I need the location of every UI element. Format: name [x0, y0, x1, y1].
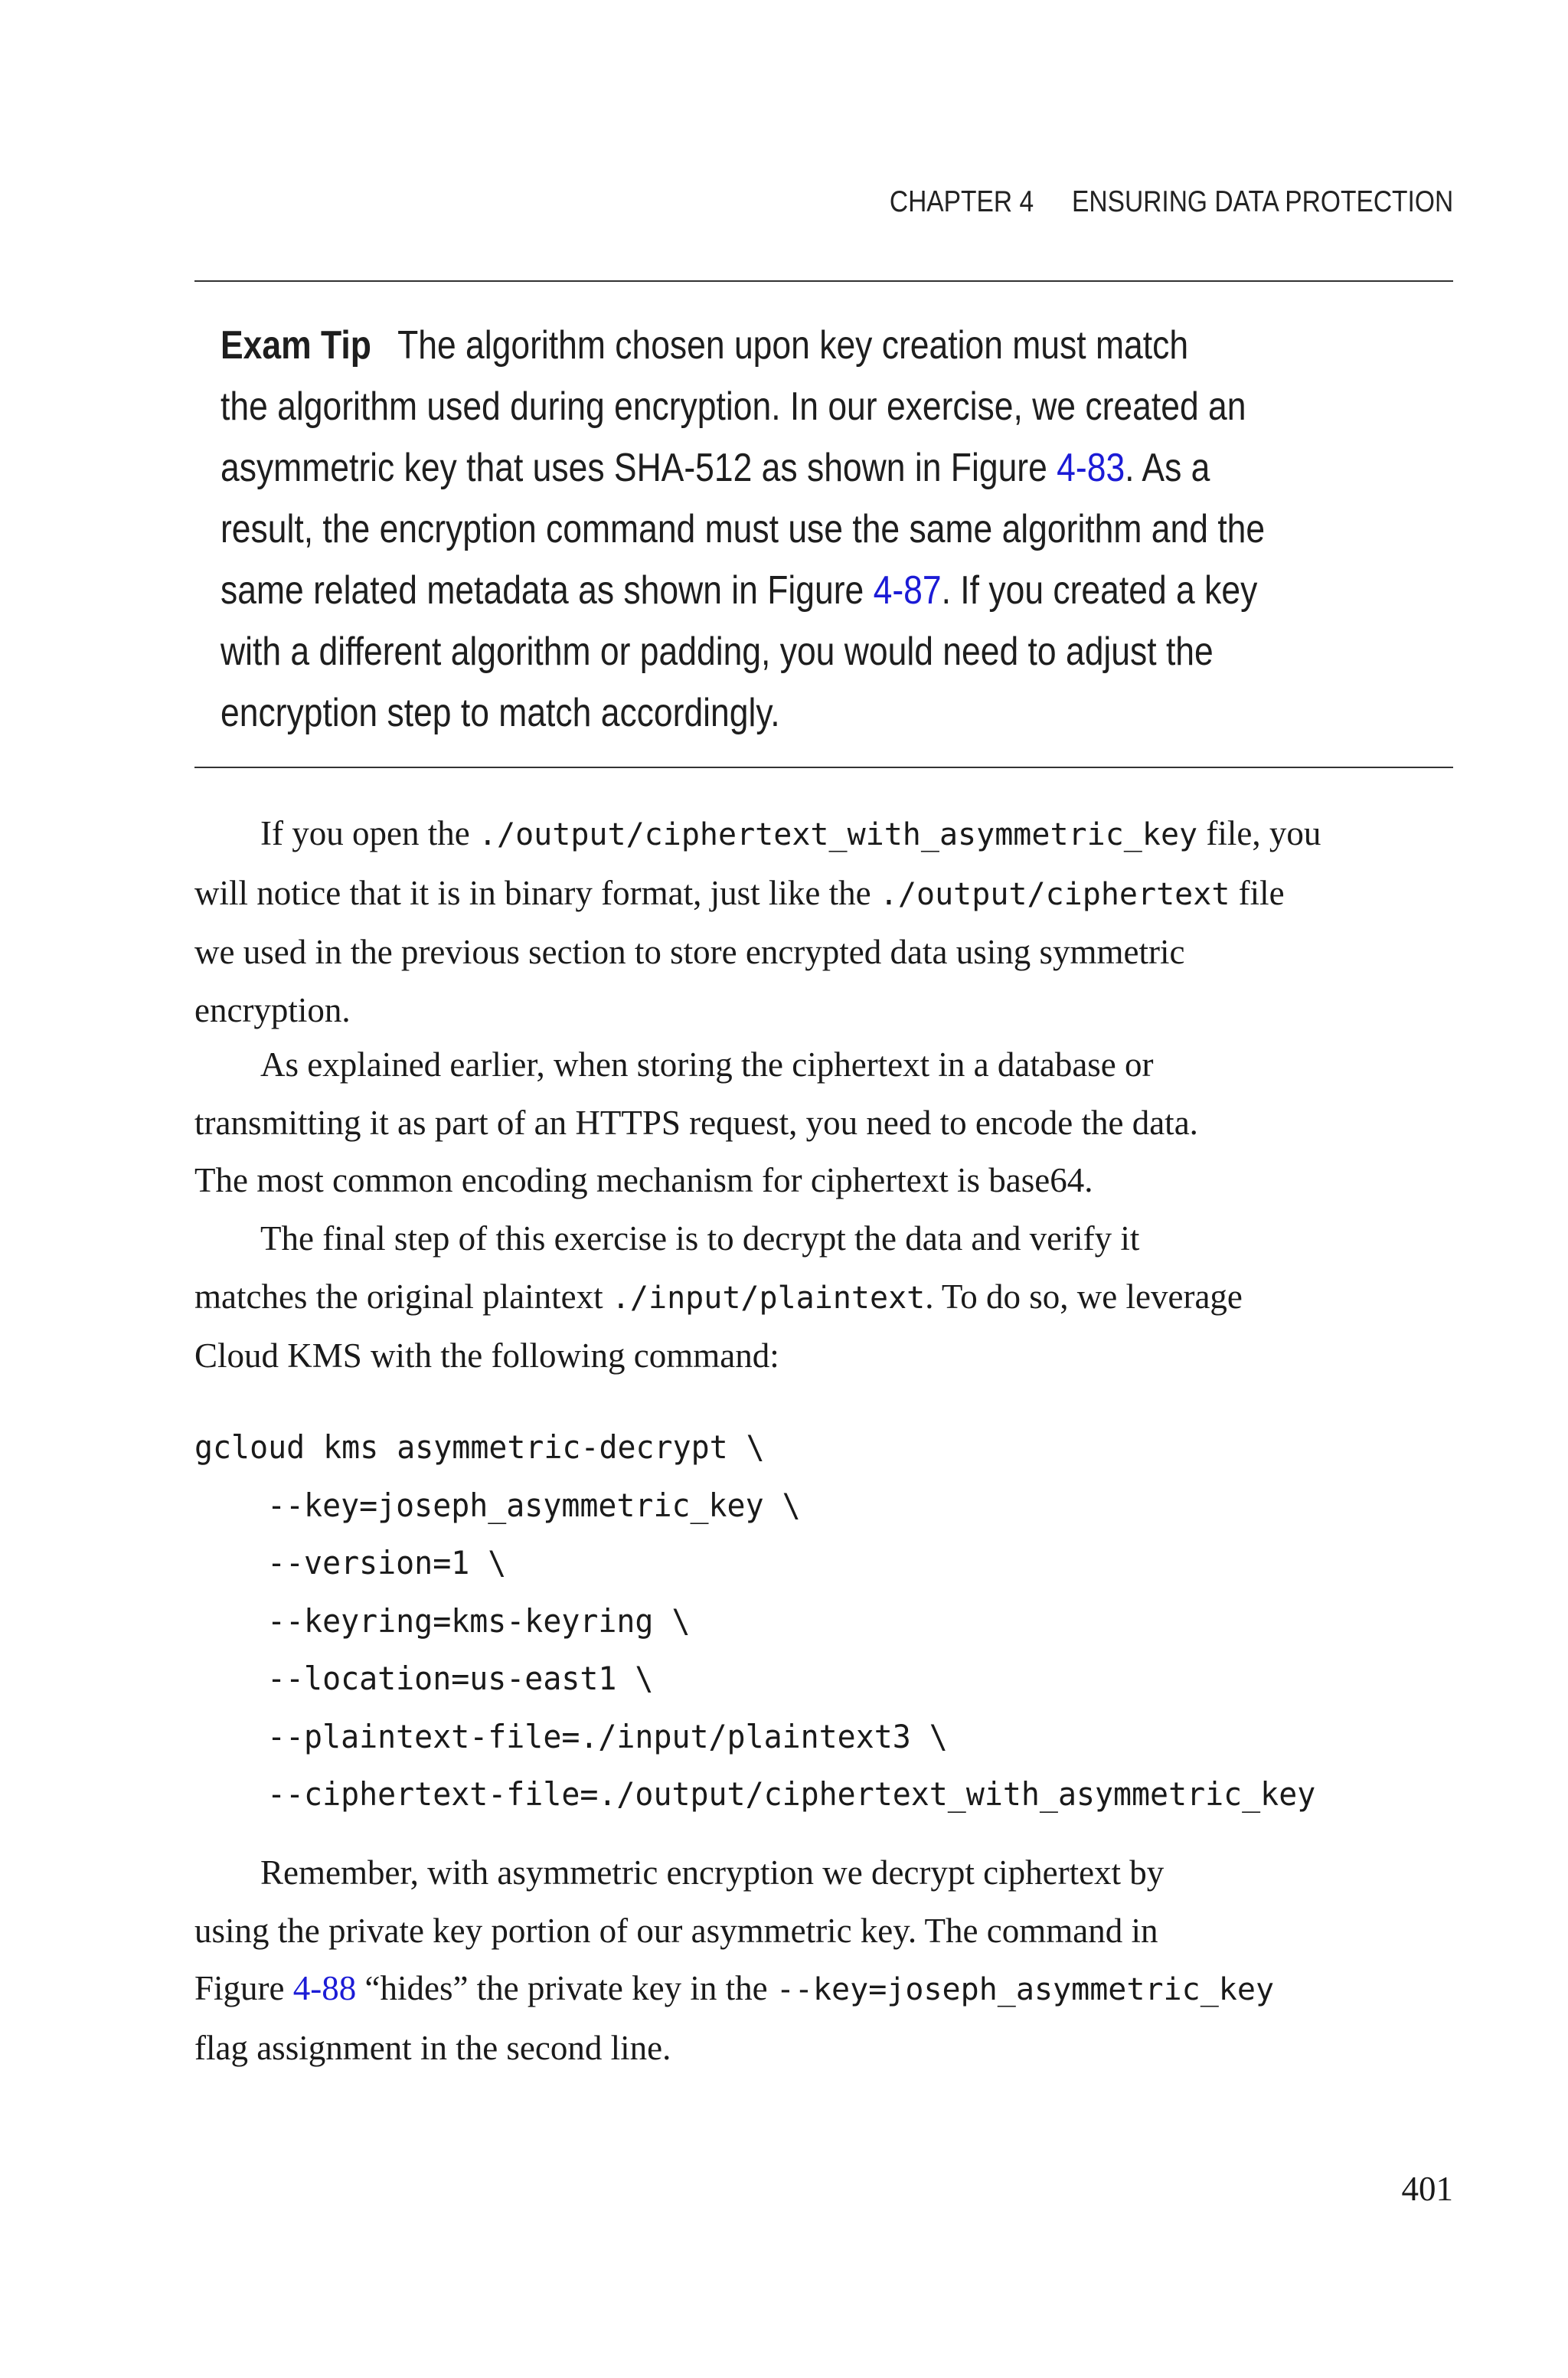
- page-number: 401: [1401, 2170, 1453, 2208]
- inline-code-ciphertext: ./output/ciphertext: [879, 876, 1230, 912]
- figure-link-4-87[interactable]: 4-87: [873, 568, 942, 613]
- paragraph-private-key: Remember, with asymmetric encryption we decrypt ciphertext by using the private key portion of our asymmetric key. The command in Figure 4-88 “hides” the private key in the --key=joseph_asymmetric_key flag assignment in the second line.: [194, 1853, 1275, 2067]
- running-head: [890, 185, 1453, 219]
- inline-code-key-flag: --key=joseph_asymmetric_key: [776, 1972, 1275, 2007]
- inline-code-ciphertext-asym: ./output/ciphertext_with_asymmetric_key: [478, 817, 1198, 852]
- exam-tip-box: [194, 280, 1453, 768]
- paragraph-decrypt-step: The final step of this exercise is to decrypt the data and verify it matches the original plaintext ./input/plaintext. To do so, we leverage Cloud KMS with the following command:: [194, 1219, 1243, 1375]
- chapter-label: CHAPTER 4: [889, 185, 1034, 218]
- paragraph-encoding: As explained earlier, when storing the ciphertext in a database or transmitting it as part of an HTTPS request, you need to encode the data. The most common encoding mechanism for ciphertext is base64.: [194, 1045, 1198, 1199]
- exam-tip-text: Exam Tip The algorithm chosen upon key creation must match the algorithm used during encryption. In our exercise, we created an asymmetric key that uses SHA-512 as shown in Figure 4-83. As a result, the encryption command must use the same algorithm and the same related metadata as shown in Figure 4-87. If you created a key with a different algorithm or padding, you would need to adjust the encryption step to match accordingly.: [220, 323, 1266, 735]
- exam-tip-label: Exam Tip: [220, 323, 371, 368]
- figure-link-4-83[interactable]: 4-83: [1057, 446, 1125, 490]
- chapter-title: ENSURING DATA PROTECTION: [1071, 185, 1453, 218]
- inline-code-plaintext: ./input/plaintext: [611, 1280, 926, 1316]
- code-block-decrypt-command: gcloud kms asymmetric-decrypt \ --key=joseph_asymmetric_key \ --version=1 \ --keyring=kms-keyring \ --location=us-east1 \ --plaintext-file=./input/plaintext3 \ --ciphertext-file=./output/ciphertext_with_asymmetric_key: [194, 1428, 1316, 1813]
- figure-link-4-88[interactable]: 4-88: [292, 1969, 357, 2007]
- paragraph-output-file: If you open the ./output/ciphertext_with_asymmetric_key file, you will notice that it is in binary format, just like the ./output/ciphertext file we used in the previous section to store encrypted data using symmetric encryption.: [194, 814, 1321, 1029]
